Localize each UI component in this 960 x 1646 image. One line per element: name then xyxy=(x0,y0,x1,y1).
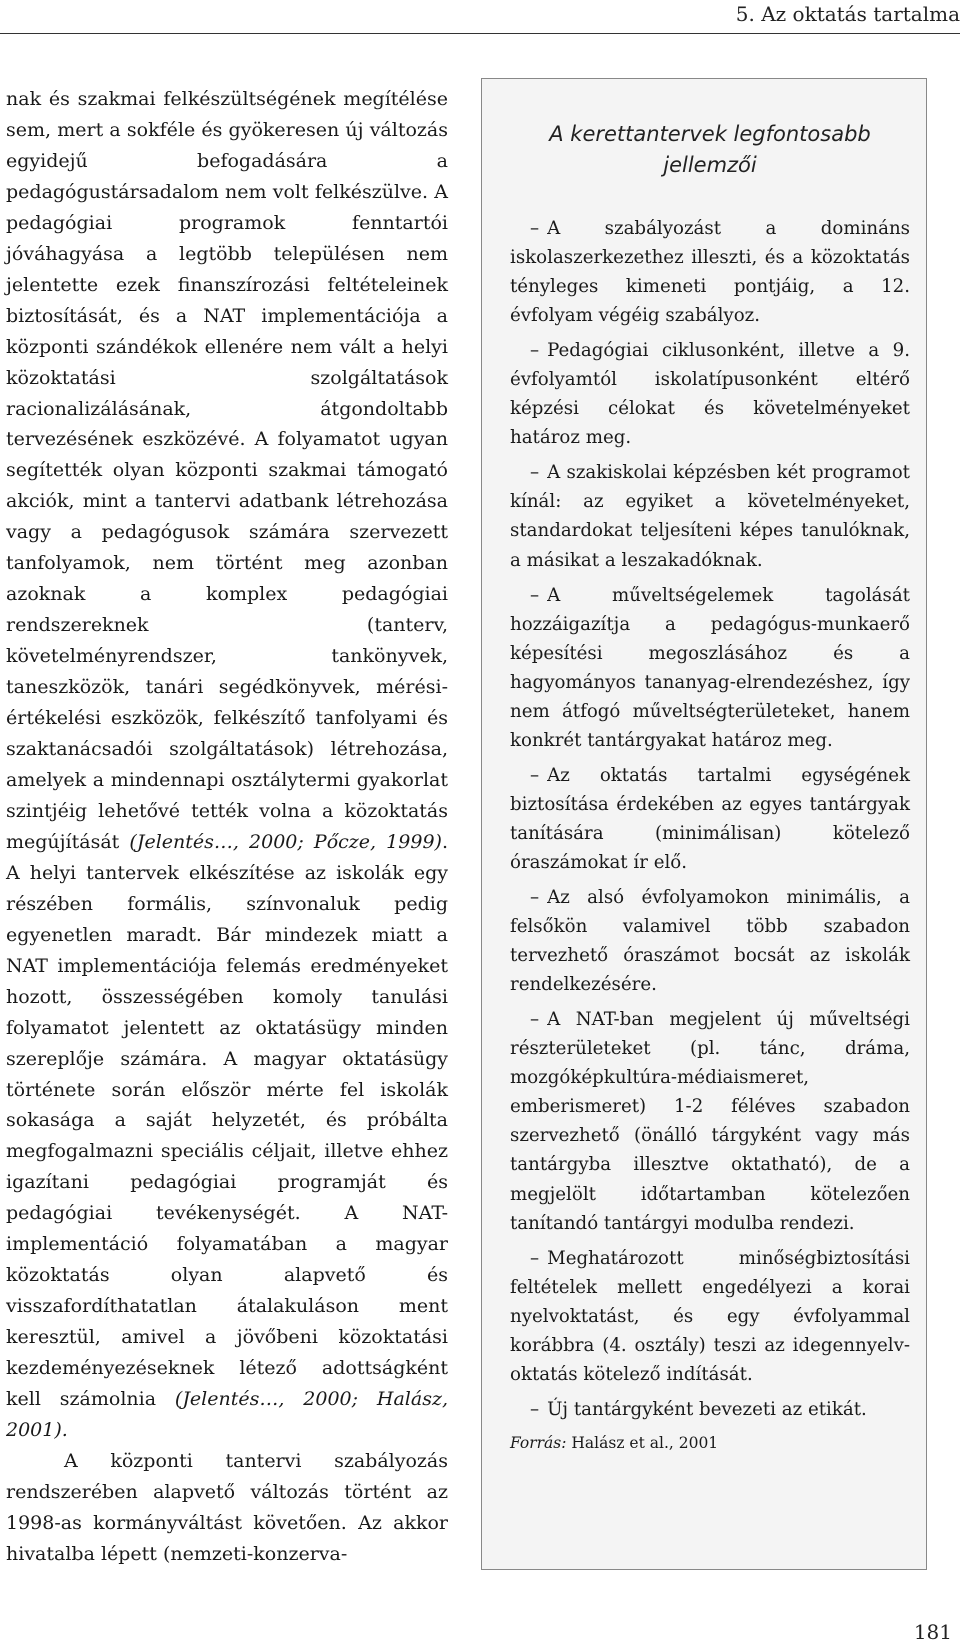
dash-bullet: – xyxy=(530,1247,540,1269)
list-item xyxy=(510,883,910,999)
main-paragraph-1-part-b: . A helyi tantervek elkészítése az iskolák egy részében formális, színvonaluk pedig egyenetlen maradt. Bár mindezek miatt a NAT implementációja felemás eredményeket hozott, összességében komoly tanulási folyamatot jelentett az oktatásügy minden szereplője számára. A magyar oktatásügy története során először mérte fel iskolák sokasága a saját helyzetét, és próbálta megfogalmazni speciális céljait, illetve ehhez igazítani pedagógiai programját és pedagógiai tevékenységét. A NAT-implementáció folyamatában a magyar közoktatás olyan alapvető és visszafordíthatatlan átalakuláson ment keresztül, amivel a jövőbeni közoktatási kezdeményezéseknek létező adottságként kell számolnia xyxy=(6,830,448,1411)
dash-bullet: – xyxy=(530,218,540,239)
list-item-text: Az oktatás tartalmi egységének biztosítása érdekében az egyes tantárgyak tanítására (minimálisan) kötelező óraszámokat ír elő. xyxy=(510,764,910,873)
list-item xyxy=(510,1005,910,1237)
dash-bullet: – xyxy=(530,340,540,362)
list-item-text: Új tantárgyként bevezeti az etikát. xyxy=(547,1398,867,1420)
header-rule xyxy=(0,33,960,34)
list-item xyxy=(510,458,910,574)
main-paragraph-1 xyxy=(6,84,448,1446)
dash-bullet: – xyxy=(530,764,540,786)
list-item-text: A NAT-ban megjelent új műveltségi részterületeket (pl. tánc, dráma, mozgóképkultúra-médiaismeret, emberismeret) 1-2 féléves szabadon szervezhető (önálló tárgyként vagy más tantárgyba illesztve oktatható), de a megjelölt időtartamban kötelezően tanítandó tantárgyi modulba rendezi. xyxy=(510,1009,910,1234)
list-item xyxy=(510,581,910,755)
source-text: Halász et al., 2001 xyxy=(566,1433,719,1452)
list-item xyxy=(510,761,910,877)
list-item-text: Pedagógiai ciklusonként, illetve a 9. évfolyamtól iskolatípusonként eltérő képzési célokat és követelményeket határoz meg. xyxy=(510,340,910,449)
main-paragraph-1-part-a: nak és szakmai felkészültségének megítélése sem, mert a sokféle és gyökeresen új változás egyidejű befogadására a pedagógustársadalom nem volt felkészülve. A pedagógiai programok fenntartói jóváhagyása a legtöbb településen nem jelentette ezek finanszírozási feltételeinek biztosítását, és a NAT implementációja a központi szándékok ellenére nem vált a helyi közoktatási szolgáltatások racionalizálásának, átgondoltabb tervezésének eszközévé. A folyamatot ugyan segítették olyan központi szakmai támogató akciók, mint a tantervi adatbank létrehozása vagy a pedagógusok számára szervezett tanfolyamok, nem történt meg azonban azoknak a komplex pedagógiai rendszereknek (tanterv, követelményrendszer, tankönyvek, taneszközök, tanári segédkönyvek, mérési-értékelési eszközök, felkészítő tanfolyami és szaktanácsadói szolgáltatások) létrehozása, amelyek a mindennapi osztálytermi gyakorlat szintjéig lehetővé tették volna a közoktatás megújítását xyxy=(6,88,448,853)
main-paragraph-2: A központi tantervi szabályozás rendszerében alapvető változás történt az 1998-as kormányváltást követően. Az akkor hivatalba lépett (nemzeti-konzerva- xyxy=(6,1449,448,1565)
source-label: Forrás: xyxy=(510,1433,567,1452)
list-item xyxy=(510,1395,910,1424)
dash-bullet: – xyxy=(530,1398,540,1420)
list-item-text: A szakiskolai képzésben két programot kínál: az egyiket a követelményeket, standardokat teljesíteni képes tanulóknak, a másikat a leszakadóknak. xyxy=(510,462,910,571)
dash-bullet: – xyxy=(530,584,540,606)
list-item-text: A szabályozást a domináns iskolaszerkezethez illeszti, és a közoktatás tényleges kimeneti pontjáig, a 12. évfolyam végéig szabályoz. xyxy=(510,218,910,327)
list-item xyxy=(510,214,910,330)
sidebar-box xyxy=(481,78,927,1570)
list-item xyxy=(510,336,910,452)
page-number: 181 xyxy=(913,1620,952,1644)
dash-bullet: – xyxy=(530,462,540,484)
list-item-text: A műveltségelemek tagolását hozzáigazítja a pedagógus-munkaerő képesítési megoszlásához és a hagyományos tananyag-elrendezéshez, így nem átfogó műveltségterületeket, hanem konkrét tantárgyakat határoz meg. xyxy=(510,584,910,751)
box-title: A kerettantervek legfontosabb jellemzői xyxy=(549,122,871,177)
box-list xyxy=(510,214,910,1424)
dash-bullet: – xyxy=(530,1009,540,1031)
source-line xyxy=(510,1430,910,1456)
citation-1: (Jelentés…, 2000; Pőcze, 1999) xyxy=(129,830,442,853)
main-text-column xyxy=(6,84,448,1570)
list-item-text: Meghatározott minőségbiztosítási feltételek mellett engedélyezi a korai nyelvoktatást, és egy évfolyammal korábbra (4. osztály) teszi az idegennyelv-oktatás kötelező indítását. xyxy=(510,1247,910,1385)
dash-bullet: – xyxy=(530,887,540,909)
citation-2: (Jelentés…, 2000; Halász, 2001). xyxy=(6,1388,448,1441)
running-head: 5. Az oktatás tartalma xyxy=(735,2,960,26)
list-item xyxy=(510,1244,910,1389)
list-item-text: Az alsó évfolyamokon minimális, a felsőkön valamivel több szabadon tervezhető óraszámot bocsát az iskolák rendelkezésére. xyxy=(510,887,910,996)
